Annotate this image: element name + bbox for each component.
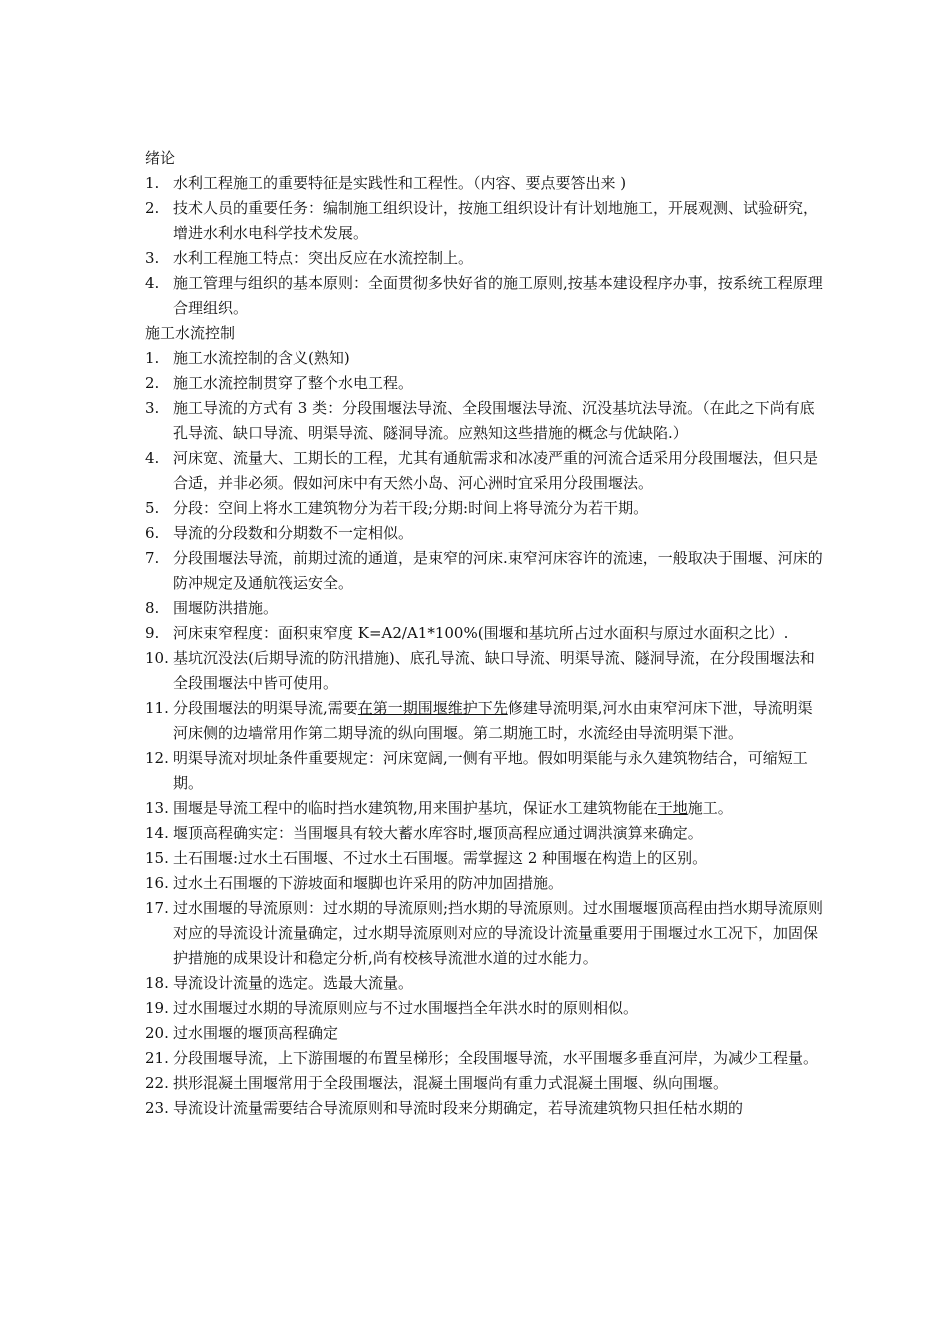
item-number: 16. (145, 874, 169, 892)
list-item (145, 171, 825, 196)
item-text: 围堰防洪措施。 (173, 599, 279, 617)
item-text: 过水土石围堰的下游坡面和堰脚也许采用的防冲加固措施。 (173, 874, 564, 892)
item-number: 22. (145, 1074, 169, 1092)
list-item (145, 796, 825, 821)
list-item (145, 746, 825, 796)
underlined-text: 在第一期围堰维护下先 (357, 699, 508, 717)
section-construction-flow-control (145, 321, 825, 1121)
list-item (145, 496, 825, 521)
item-number: 4. (145, 449, 160, 467)
item-text: 修建导流明渠,河水由束窄河床下泄，导流明渠河床侧的边墙常用作第二期导流的纵向围堰。第二期施工时，水流经由导流明渠下泄。 (173, 699, 813, 742)
item-text: 导流设计流量需要结合导流原则和导流时段来分期确定，若导流建筑物只担任枯水期的 (173, 1099, 744, 1117)
item-number: 12. (145, 749, 169, 767)
item-text: 施工导流的方式有 3 类：分段围堰法导流、全段围堰法导流、沉没基坑法导流。（在此之下尚有底孔导流、缺口导流、明渠导流、隧洞导流。应熟知这些措施的概念与优缺陷.） (173, 399, 815, 442)
list-item (145, 646, 825, 696)
list-item (145, 271, 825, 321)
item-text: 过水围堰过水期的导流原则应与不过水围堰挡全年洪水时的原则相似。 (173, 999, 639, 1017)
item-number: 4. (145, 274, 160, 292)
list-item (145, 546, 825, 596)
item-number: 18. (145, 974, 169, 992)
list-item (145, 846, 825, 871)
item-text: 拱形混凝土围堰常用于全段围堰法，混凝土围堰尚有重力式混凝土围堰、纵向围堰。 (173, 1074, 729, 1092)
item-text: 围堰是导流工程中的临时挡水建筑物,用来围护基坑，保证水工建筑物能在 (173, 799, 658, 817)
section-title: 施工水流控制 (145, 324, 236, 342)
list-item (145, 1071, 825, 1096)
section-introduction (145, 146, 825, 321)
item-number: 5. (145, 499, 160, 517)
item-text: 水利工程施工特点：突出反应在水流控制上。 (173, 249, 474, 267)
item-number: 6. (145, 524, 160, 542)
item-text: 分段围堰法的明渠导流,需要 (173, 699, 358, 717)
item-text: 过水围堰的堰顶高程确定 (173, 1024, 339, 1042)
item-number: 20. (145, 1024, 169, 1042)
item-text: 堰顶高程确实定：当围堰具有较大蓄水库容时,堰顶高程应通过调洪演算来确定。 (173, 824, 703, 842)
list-item (145, 246, 825, 271)
item-text: 施工。 (687, 799, 733, 817)
list-item (145, 996, 825, 1021)
item-number: 19. (145, 999, 169, 1017)
item-number: 8. (145, 599, 160, 617)
item-text: 分段围堰法导流，前期过流的通道，是束窄的河床.束窄河床容许的流速，一般取决于围堰、河床的防冲规定及通航筏运安全。 (173, 549, 823, 592)
item-number: 21. (145, 1049, 169, 1067)
item-list (145, 346, 825, 1121)
list-item (145, 396, 825, 446)
item-number: 1. (145, 174, 160, 192)
list-item (145, 446, 825, 496)
item-number: 13. (145, 799, 169, 817)
item-text: 导流的分段数和分期数不一定相似。 (173, 524, 414, 542)
item-text: 施工水流控制的含义(熟知) (173, 349, 350, 367)
list-item (145, 871, 825, 896)
item-number: 1. (145, 349, 160, 367)
item-number: 11. (145, 699, 169, 717)
item-number: 2. (145, 374, 160, 392)
item-text: 基坑沉没法(后期导流的防汛措施)、底孔导流、缺口导流、明渠导流、隧洞导流，在分段围堰法和全段围堰法中皆可使用。 (173, 649, 815, 692)
item-number: 7. (145, 549, 160, 567)
item-text: 土石围堰:过水土石围堰、不过水土石围堰。需掌握这 2 种围堰在构造上的区别。 (173, 849, 708, 867)
item-number: 15. (145, 849, 169, 867)
item-text: 分段围堰导流，上下游围堰的布置呈梯形；全段围堰导流，水平围堰多垂直河岸，为减少工程量。 (173, 1049, 819, 1067)
document-page (145, 146, 825, 1121)
item-text: 水利工程施工的重要特征是实践性和工程性。（内容、要点要答出来 ) (173, 174, 627, 192)
item-number: 3. (145, 249, 160, 267)
item-number: 23. (145, 1099, 169, 1117)
list-item (145, 621, 825, 646)
list-item (145, 1096, 825, 1121)
item-text: 河床宽、流量大、工期长的工程，尤其有通航需求和冰凌严重的河流合适采用分段围堰法，但只是合适，并非必须。假如河床中有天然小岛、河心洲时宜采用分段围堰法。 (173, 449, 819, 492)
item-number: 14. (145, 824, 169, 842)
item-number: 2. (145, 199, 160, 217)
item-list (145, 171, 825, 321)
item-text: 导流设计流量的选定。选最大流量。 (173, 974, 414, 992)
list-item (145, 1046, 825, 1071)
item-text: 分段：空间上将水工建筑物分为若干段;分期:时间上将导流分为若干期。 (173, 499, 649, 517)
item-text: 施工水流控制贯穿了整个水电工程。 (173, 374, 414, 392)
section-title: 绪论 (145, 149, 176, 167)
item-text: 明渠导流对坝址条件重要规定：河床宽阔,一侧有平地。假如明渠能与永久建筑物结合，可缩短工期。 (173, 749, 808, 792)
list-item (145, 346, 825, 371)
list-item (145, 696, 825, 746)
item-text: 施工管理与组织的基本原则：全面贯彻多快好省的施工原则,按基本建设程序办事，按系统工程原理合理组织。 (173, 274, 823, 317)
item-text: 过水围堰的导流原则：过水期的导流原则;挡水期的导流原则。过水围堰堰顶高程由挡水期导流原则对应的导流设计流量确定，过水期导流原则对应的导流设计流量重要用于围堰过水工况下，加固保护措施的成果设计和稳定分析,尚有校核导流泄水道的过水能力。 (173, 899, 824, 967)
list-item (145, 971, 825, 996)
item-number: 17. (145, 899, 169, 917)
item-number: 9. (145, 624, 160, 642)
list-item (145, 196, 825, 246)
item-text: 技术人员的重要任务：编制施工组织设计，按施工组织设计有计划地施工，开展观测、试验研究，增进水利水电科学技术发展。 (173, 199, 819, 242)
underlined-text: 干地 (657, 799, 688, 817)
list-item (145, 821, 825, 846)
list-item (145, 896, 825, 971)
list-item (145, 596, 825, 621)
item-number: 3. (145, 399, 160, 417)
item-text: 河床束窄程度：面积束窄度 K=A2/A1*100%(围堰和基坑所占过水面积与原过水面积之比）. (173, 624, 789, 642)
item-number: 10. (145, 649, 169, 667)
list-item (145, 521, 825, 546)
list-item (145, 371, 825, 396)
list-item (145, 1021, 825, 1046)
